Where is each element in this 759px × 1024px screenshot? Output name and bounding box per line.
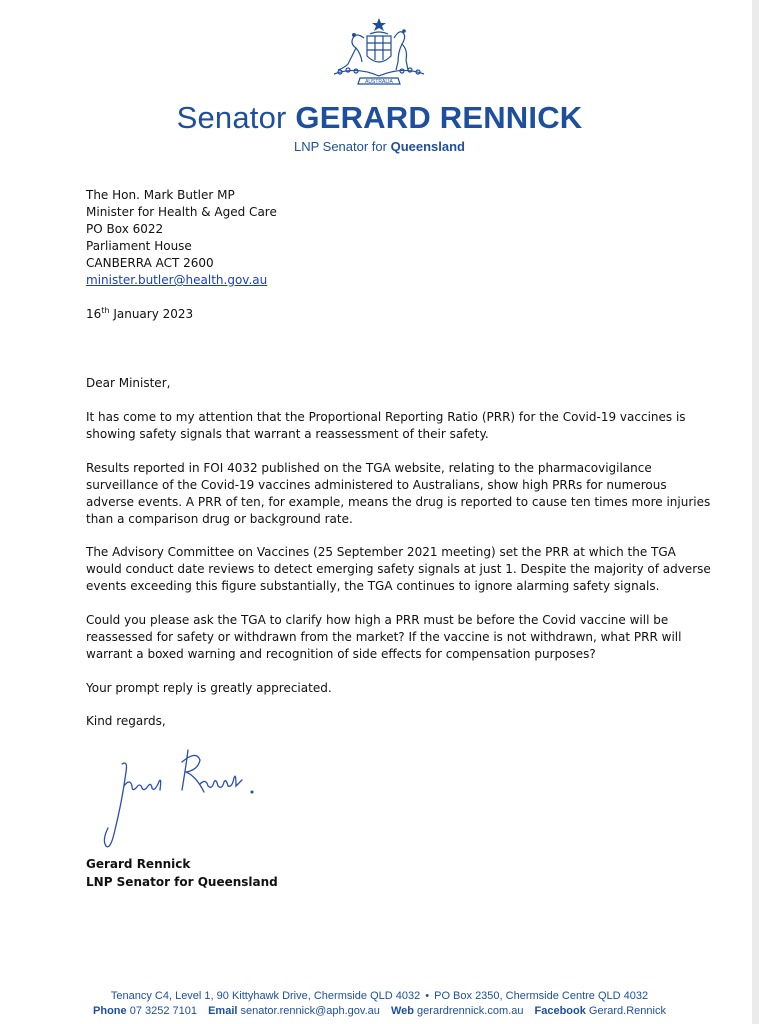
footer-office-address: Tenancy C4, Level 1, 90 Kittyhawk Drive, Chermside QLD 4032 [110, 990, 421, 1002]
recipient-building: Parliament House [86, 239, 192, 253]
signature-image [96, 742, 266, 854]
footer-web-label: Web [390, 1005, 414, 1017]
paragraph-1 [86, 409, 686, 443]
title-prefix: Senator [176, 100, 287, 135]
paragraph-line: showing safety signals that warrant a reassessment of their safety. [86, 427, 489, 441]
paragraph-line: than a comparison drug or background rate. [86, 512, 353, 526]
paragraph-line: The Advisory Committee on Vaccines (25 September 2021 meeting) set the PRR at which the TGA [86, 545, 676, 559]
recipient-role: Minister for Health & Aged Care [86, 205, 277, 219]
paragraph-line: adverse events. A PRR of ten, for example, means the drug is reported to cause ten times more injuries [86, 495, 711, 509]
footer-addresses [0, 990, 759, 1002]
footer-web[interactable]: gerardrennick.com.au [417, 1005, 524, 1017]
footer-email[interactable]: senator.rennick@aph.gov.au [240, 1005, 380, 1017]
footer-facebook-label: Facebook [534, 1005, 586, 1017]
paragraph-3 [86, 544, 711, 595]
closing: Kind regards, [86, 714, 166, 728]
paragraph-line: Could you please ask the TGA to clarify how high a PRR must be before the Covid vaccine will be [86, 613, 669, 627]
footer-contacts [0, 1005, 759, 1017]
recipient-address [86, 187, 686, 289]
date-rest: January 2023 [109, 307, 194, 321]
paragraph-line: Results reported in FOI 4032 published on the TGA website, relating to the pharmacovigilance [86, 461, 652, 475]
subtitle-state: Queensland [390, 139, 466, 154]
letterhead-title [0, 100, 759, 136]
date-suffix: th [101, 306, 110, 315]
paragraph-line: warrant a boxed warning and recognition of side effects for compensation purposes? [86, 647, 596, 661]
paragraph-4 [86, 612, 686, 663]
title-name: GERARD RENNICK [295, 100, 583, 135]
subtitle-prefix: LNP Senator for [293, 139, 387, 154]
footer-phone: 07 3252 7101 [129, 1005, 198, 1017]
paragraph-line: reassessed for safety or withdrawn from the market? If the vaccine is not withdrawn, what PRR will [86, 630, 682, 644]
recipient-email-link[interactable]: minister.butler@health.gov.au [86, 273, 268, 287]
salutation: Dear Minister, [86, 376, 171, 390]
paragraph-2 [86, 460, 711, 528]
paragraph-line: It has come to my attention that the Proportional Reporting Ratio (PRR) for the Covid-19 vaccines is [86, 410, 686, 424]
recipient-po-box: PO Box 6022 [86, 222, 164, 236]
recipient-city: CANBERRA ACT 2600 [86, 256, 214, 270]
footer-postal-address: PO Box 2350, Chermside Centre QLD 4032 [434, 990, 649, 1002]
footer-email-label: Email [208, 1005, 238, 1017]
paragraph-line: events exceeding this figure substantially, the TGA continues to ignore alarming safety signals. [86, 579, 660, 593]
letterhead-subtitle [0, 139, 759, 154]
signatory-title: LNP Senator for Queensland [86, 875, 278, 889]
footer-bullet: • [425, 990, 430, 1002]
recipient-name: The Hon. Mark Butler MP [86, 188, 235, 202]
footer-facebook[interactable]: Gerard.Rennick [588, 1005, 666, 1017]
paragraph-line: surveillance of the Covid-19 vaccines administered to Australians, show high PRRs for numerous [86, 478, 667, 492]
letter-date [86, 306, 686, 323]
signatory-name: Gerard Rennick [86, 857, 191, 871]
paragraph-line: would conduct date reviews to detect emerging safety signals at just 1. Despite the majority of adverse [86, 562, 711, 576]
crest-motto: AUSTRALIA [365, 79, 393, 85]
paragraph-5 [86, 680, 686, 697]
date-day: 16 [86, 307, 102, 321]
footer-phone-label: Phone [93, 1005, 127, 1017]
coat-of-arms-icon [326, 16, 432, 96]
paragraph-line: Your prompt reply is greatly appreciated. [86, 681, 332, 695]
